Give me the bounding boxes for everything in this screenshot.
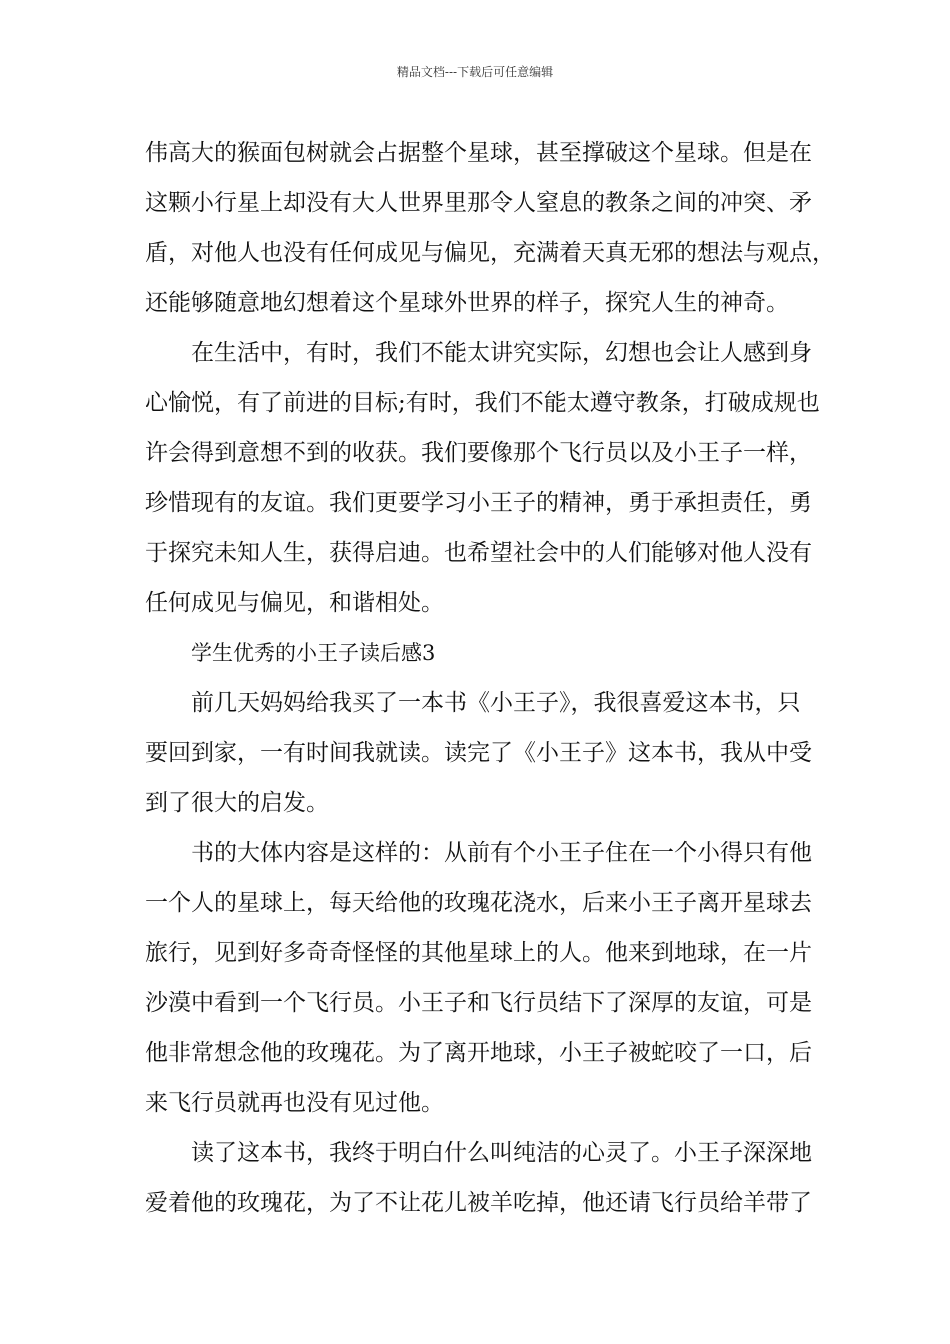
text-line: 于探究未知人生，获得启迪。也希望社会中的人们能够对他人没有 (145, 540, 812, 566)
text-line: 书的大体内容是这样的：从前有个小王子住在一个小得只有他 (191, 840, 812, 866)
page-header: 精品文档---下载后可任意编辑 (396, 65, 554, 79)
text-line: 旅行，见到好多奇奇怪怪的其他星球上的人。他来到地球，在一片 (145, 940, 812, 966)
text-line: 心愉悦，有了前进的目标;有时，我们不能太遵守教条，打破成规也 (145, 390, 820, 416)
document-body (145, 128, 835, 1228)
text-line: 一个人的星球上，每天给他的玫瑰花浇水，后来小王子离开星球去 (145, 890, 812, 916)
text-line: 来飞行员就再也没有见过他。 (145, 1090, 444, 1116)
text-line: 任何成见与偏见，和谐相处。 (145, 590, 444, 616)
text-line: 读了这本书，我终于明白什么叫纯洁的心灵了。小王子深深地 (191, 1140, 812, 1166)
text-line: 盾，对他人也没有任何成见与偏见，充满着天真无邪的想法与观点， (145, 240, 835, 266)
text-line: 要回到家，一有时间我就读。读完了《小王子》这本书，我从中受 (145, 740, 812, 766)
text-line: 沙漠中看到一个飞行员。小王子和飞行员结下了深厚的友谊，可是 (145, 990, 812, 1016)
text-line: 到了很大的启发。 (145, 790, 329, 816)
text-line: 珍惜现有的友谊。我们更要学习小王子的精神，勇于承担责任，勇 (145, 490, 812, 516)
text-line: 他非常想念他的玫瑰花。为了离开地球，小王子被蛇咬了一口，后 (145, 1040, 812, 1066)
text-line: 在生活中，有时，我们不能太讲究实际，幻想也会让人感到身 (191, 340, 812, 366)
section-heading: 学生优秀的小王子读后感3 (191, 641, 436, 665)
text-line: 前几天妈妈给我买了一本书《小王子》，我很喜爱这本书，只 (191, 690, 801, 716)
text-line: 还能够随意地幻想着这个星球外世界的样子，探究人生的神奇。 (145, 290, 789, 316)
text-line: 这颗小行星上却没有大人世界里那令人窒息的教条之间的冲突、矛 (145, 190, 812, 216)
text-line: 许会得到意想不到的收获。我们要像那个飞行员以及小王子一样， (145, 440, 812, 466)
text-line: 伟高大的猴面包树就会占据整个星球，甚至撑破这个星球。但是在 (145, 140, 812, 166)
text-line: 爱着他的玫瑰花，为了不让花儿被羊吃掉，他还请飞行员给羊带了 (145, 1190, 812, 1216)
